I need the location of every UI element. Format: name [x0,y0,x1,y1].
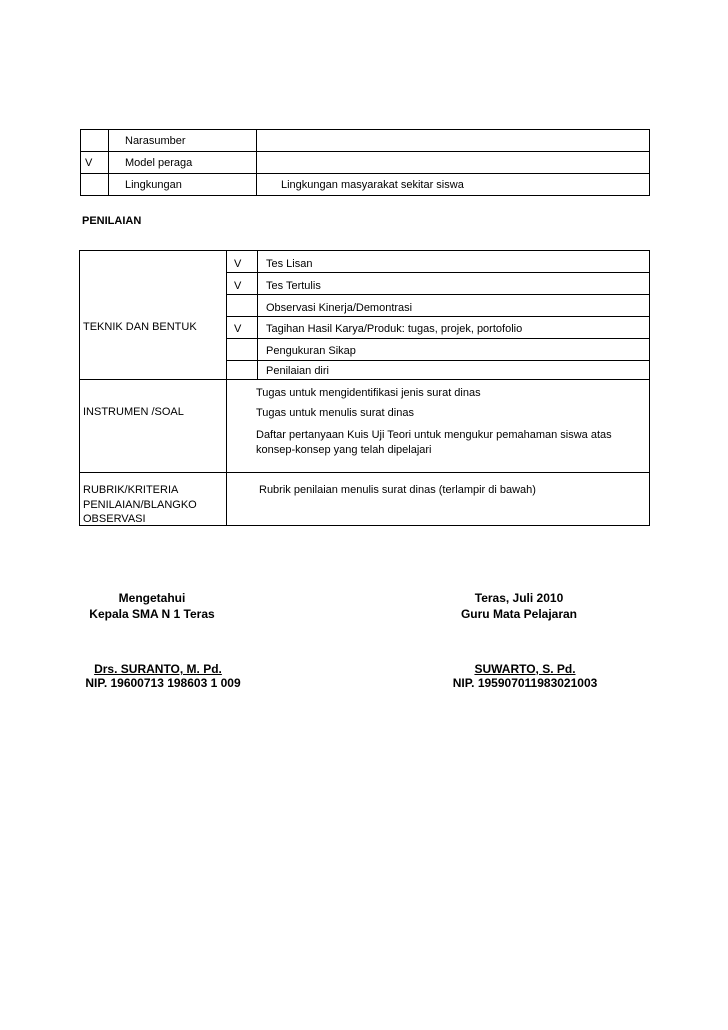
teknik-label: TEKNIK DAN BENTUK [83,321,197,333]
table-row [81,152,650,174]
source-desc: Lingkungan masyarakat sekitar siswa [257,174,650,196]
sig-left-line2: Kepala SMA N 1 Teras [89,607,215,621]
check-mark: V [234,323,242,335]
sig-right-line2: Guru Mata Pelajaran [460,607,578,621]
instrumen-label: INSTRUMEN /SOAL [83,406,184,418]
rubrik-label: PENILAIAN/BLANGKO [83,499,197,511]
rubrik-label: OBSERVASI [83,513,146,525]
instrumen-item: Tugas untuk menulis surat dinas [256,407,414,419]
check-mark: V [234,258,242,270]
sig-right-nip: NIP. 195907011983021003 [452,676,598,690]
teknik-item: Tagihan Hasil Karya/Produk: tugas, projek, portofolio [266,323,523,335]
check-cell: V [81,152,109,174]
sumber-belajar-table [80,129,650,196]
sig-right-name: SUWARTO, S. Pd. [474,662,576,676]
source-label: Lingkungan [109,174,257,196]
sig-left-line1: Mengetahui [118,591,186,605]
teknik-item: Pengukuran Sikap [266,345,356,357]
check-mark: V [234,280,242,292]
source-desc [257,130,650,152]
teknik-item: Observasi Kinerja/Demontrasi [266,302,413,314]
instrumen-item: Daftar pertanyaan Kuis Uji Teori untuk mengukur pemahaman siswa atas [256,429,612,441]
sig-left-name: Drs. SURANTO, M. Pd. [94,662,222,676]
teknik-item: Penilaian diri [266,365,329,377]
sig-right-line1: Teras, Juli 2010 [474,591,564,605]
rubrik-text: Rubrik penilaian menulis surat dinas (terlampir di bawah) [259,484,536,496]
teknik-item: Tes Tertulis [266,280,321,292]
rubrik-label: RUBRIK/KRITERIA [83,484,179,496]
instrumen-item: konsep-konsep yang telah dipelajari [256,444,432,456]
source-label: Model peraga [109,152,257,174]
penilaian-heading: PENILAIAN [82,215,142,227]
check-cell [81,130,109,152]
teknik-item: Tes Lisan [266,258,313,270]
table-row [81,174,650,196]
source-label: Narasumber [109,130,257,152]
check-cell [81,174,109,196]
table-row [81,130,650,152]
source-desc [257,152,650,174]
sig-left-nip: NIP. 19600713 198603 1 009 [85,676,241,690]
instrumen-item: Tugas untuk mengidentifikasi jenis surat dinas [256,387,481,399]
